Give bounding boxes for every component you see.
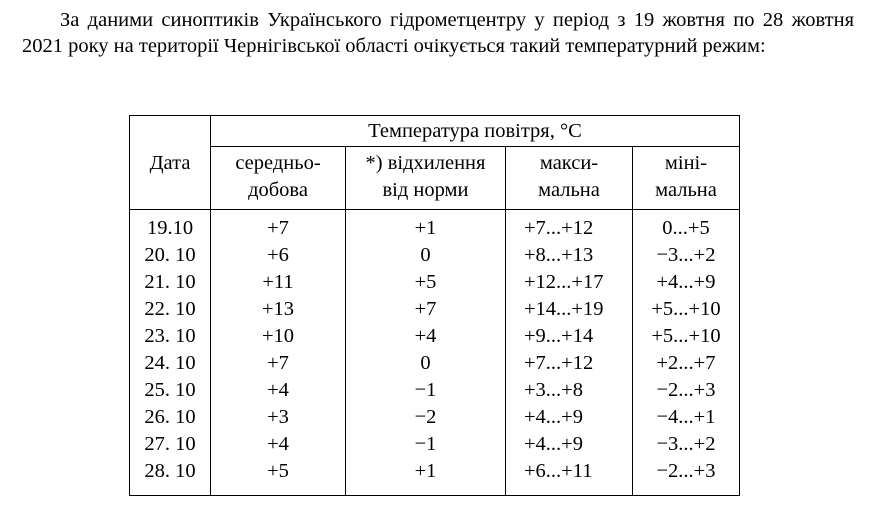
temperature-table [129,115,740,496]
average-cell: +11 [262,271,294,293]
maximum-cell: +6...+11 [524,460,593,482]
maximum-cell: +3...+8 [524,379,583,401]
average-header-line1: середньо- [235,152,321,174]
maximum-cell: +9...+14 [524,325,594,347]
date-header: Дата [130,116,211,210]
maximum-cell: +14...+19 [524,298,604,320]
deviation-cell: 0 [420,244,431,266]
maximum-column [506,210,633,496]
maximum-header-line1: макси- [539,152,599,174]
average-header-line2: добова [248,179,308,201]
table-body-row [130,210,740,496]
maximum-header-line2: мальна [538,179,600,201]
deviation-column [346,210,506,496]
maximum-cell: +8...+13 [524,244,594,266]
deviation-header-line2: від норми [382,179,469,201]
minimum-cell: +5...+10 [651,325,721,347]
minimum-cell: +4...+9 [656,271,716,293]
table-subheader-row [130,147,740,210]
minimum-header [633,147,740,210]
average-header [211,147,346,210]
minimum-cell: +5...+10 [651,298,721,320]
date-cell: 28. 10 [144,460,196,482]
deviation-cell: +1 [414,460,437,482]
average-cell: +13 [261,298,295,320]
maximum-cell: +7...+12 [524,217,594,239]
intro-paragraph: За даними синоптиків Українського гідрометцентру у період з 19 жовтня по 28 жовтня 2021 року на території Чернігівської області очікується такий температурний режим: [22,9,854,57]
average-cell: +4 [267,433,289,455]
deviation-header-line1: *) відхилення [365,152,486,174]
date-cell: 27. 10 [144,433,196,455]
table-header-row [130,116,740,147]
minimum-cell: −3...+2 [656,244,716,266]
deviation-cell: −1 [414,433,437,455]
maximum-cell: +7...+12 [524,352,594,374]
date-cell: 21. 10 [144,271,196,293]
deviation-cell: +4 [414,325,437,347]
air-temperature-header: Температура повітря, °С [211,116,740,147]
average-cell: +10 [261,325,295,347]
date-cell: 24. 10 [144,352,196,374]
minimum-cell: −2...+3 [656,460,716,482]
deviation-cell: +5 [414,271,437,293]
date-cell: 26. 10 [144,406,196,428]
maximum-cell: +4...+9 [524,433,583,455]
average-cell: +7 [267,217,289,239]
minimum-cell: 0...+5 [662,217,710,239]
deviation-header [346,147,506,210]
date-cell: 19.10 [146,217,194,239]
average-cell: +4 [267,379,289,401]
minimum-header-line2: мальна [655,179,717,201]
minimum-cell: −3...+2 [656,433,716,455]
average-column [211,210,346,496]
maximum-header [506,147,633,210]
minimum-cell: +2...+7 [656,352,716,374]
minimum-cell: −2...+3 [656,379,716,401]
deviation-cell: −2 [414,406,437,428]
deviation-cell: +7 [414,298,437,320]
date-cell: 23. 10 [144,325,196,347]
minimum-cell: −4...+1 [656,406,716,428]
minimum-header-line1: міні- [664,152,708,174]
deviation-cell: +1 [414,217,437,239]
deviation-cell: −1 [414,379,437,401]
date-cell: 22. 10 [144,298,196,320]
minimum-column [633,210,740,496]
average-cell: +5 [267,460,289,482]
average-cell: +3 [267,406,289,428]
date-column [130,210,211,496]
deviation-cell: 0 [420,352,431,374]
average-cell: +7 [267,352,289,374]
maximum-cell: +12...+17 [524,271,604,293]
date-cell: 25. 10 [144,379,196,401]
average-cell: +6 [267,244,289,266]
maximum-cell: +4...+9 [524,406,583,428]
date-cell: 20. 10 [144,244,196,266]
